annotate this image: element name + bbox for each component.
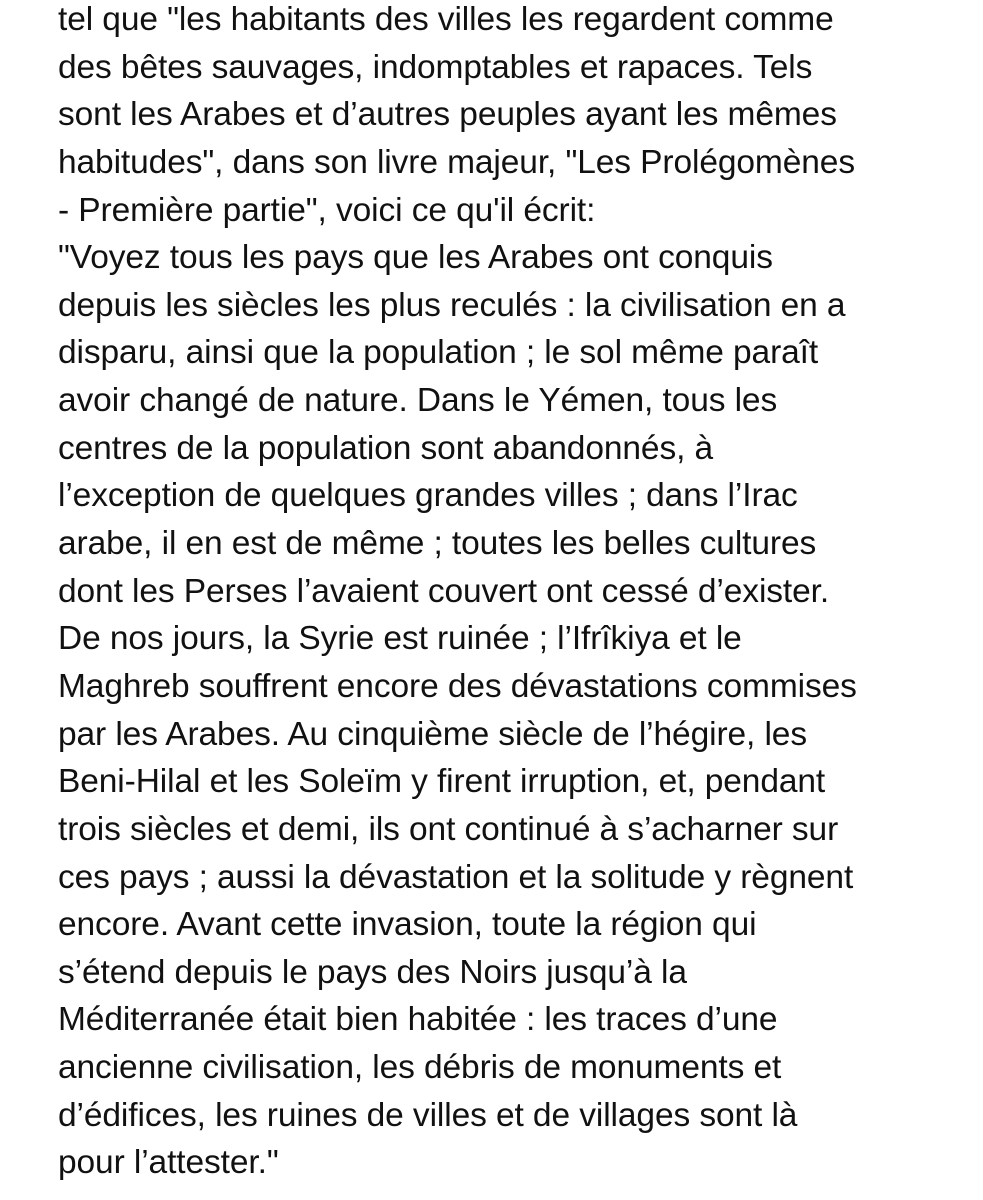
quote-line: avoir changé de nature. Dans le Yémen, tous les: [58, 382, 778, 420]
quote-line: ces pays ; aussi la dévastation et la solitude y règnent: [58, 858, 854, 896]
quote-line: depuis les siècles les plus reculés : la civilisation en a: [58, 286, 846, 324]
quote-line: centres de la population sont abandonnés, à: [58, 429, 714, 467]
quote-line: disparu, ainsi que la population ; le sol même paraît: [58, 334, 819, 372]
text-line: sont les Arabes et d’autres peuples ayant les mêmes: [58, 96, 837, 134]
text-line: habitudes", dans son livre majeur, "Les Prolégomènes: [58, 143, 855, 181]
quote-line: "Voyez tous les pays que les Arabes ont conquis: [58, 239, 773, 277]
text-line: - Première partie", voici ce qu'il écrit:: [58, 191, 596, 229]
quote-line: par les Arabes. Au cinquième siècle de l’hégire, les: [58, 715, 807, 753]
text-line: tel que "les habitants des villes les regardent comme: [58, 1, 834, 38]
body-text: [58, 0, 958, 1187]
quote-line: De nos jours, la Syrie est ruinée ; l’Ifrîkiya et le: [58, 620, 742, 658]
quote-line: l’exception de quelques grandes villes ; dans l’Irac: [58, 477, 798, 515]
quote-line: d’édifices, les ruines de villes et de villages sont là: [58, 1096, 798, 1134]
quote-line: dont les Perses l’avaient couvert ont cessé d’exister.: [58, 572, 830, 610]
quote-line: encore. Avant cette invasion, toute la région qui: [58, 906, 757, 944]
quote-line: pour l’attester.": [58, 1144, 279, 1182]
quote-line: Beni-Hilal et les Soleïm y firent irruption, et, pendant: [58, 763, 826, 801]
quote-line: s’étend depuis le pays des Noirs jusqu’à la: [58, 953, 687, 991]
quote-line: ancienne civilisation, les débris de monuments et: [58, 1049, 782, 1087]
quote-line: Maghreb souffrent encore des dévastations commises: [58, 667, 857, 705]
quote-line: arabe, il en est de même ; toutes les belles cultures: [58, 525, 817, 563]
quote-line: trois siècles et demi, ils ont continué à s’acharner sur: [58, 810, 839, 848]
text-line: des bêtes sauvages, indomptables et rapaces. Tels: [58, 48, 813, 86]
quote-line: Méditerranée était bien habitée : les traces d’une: [58, 1001, 778, 1039]
